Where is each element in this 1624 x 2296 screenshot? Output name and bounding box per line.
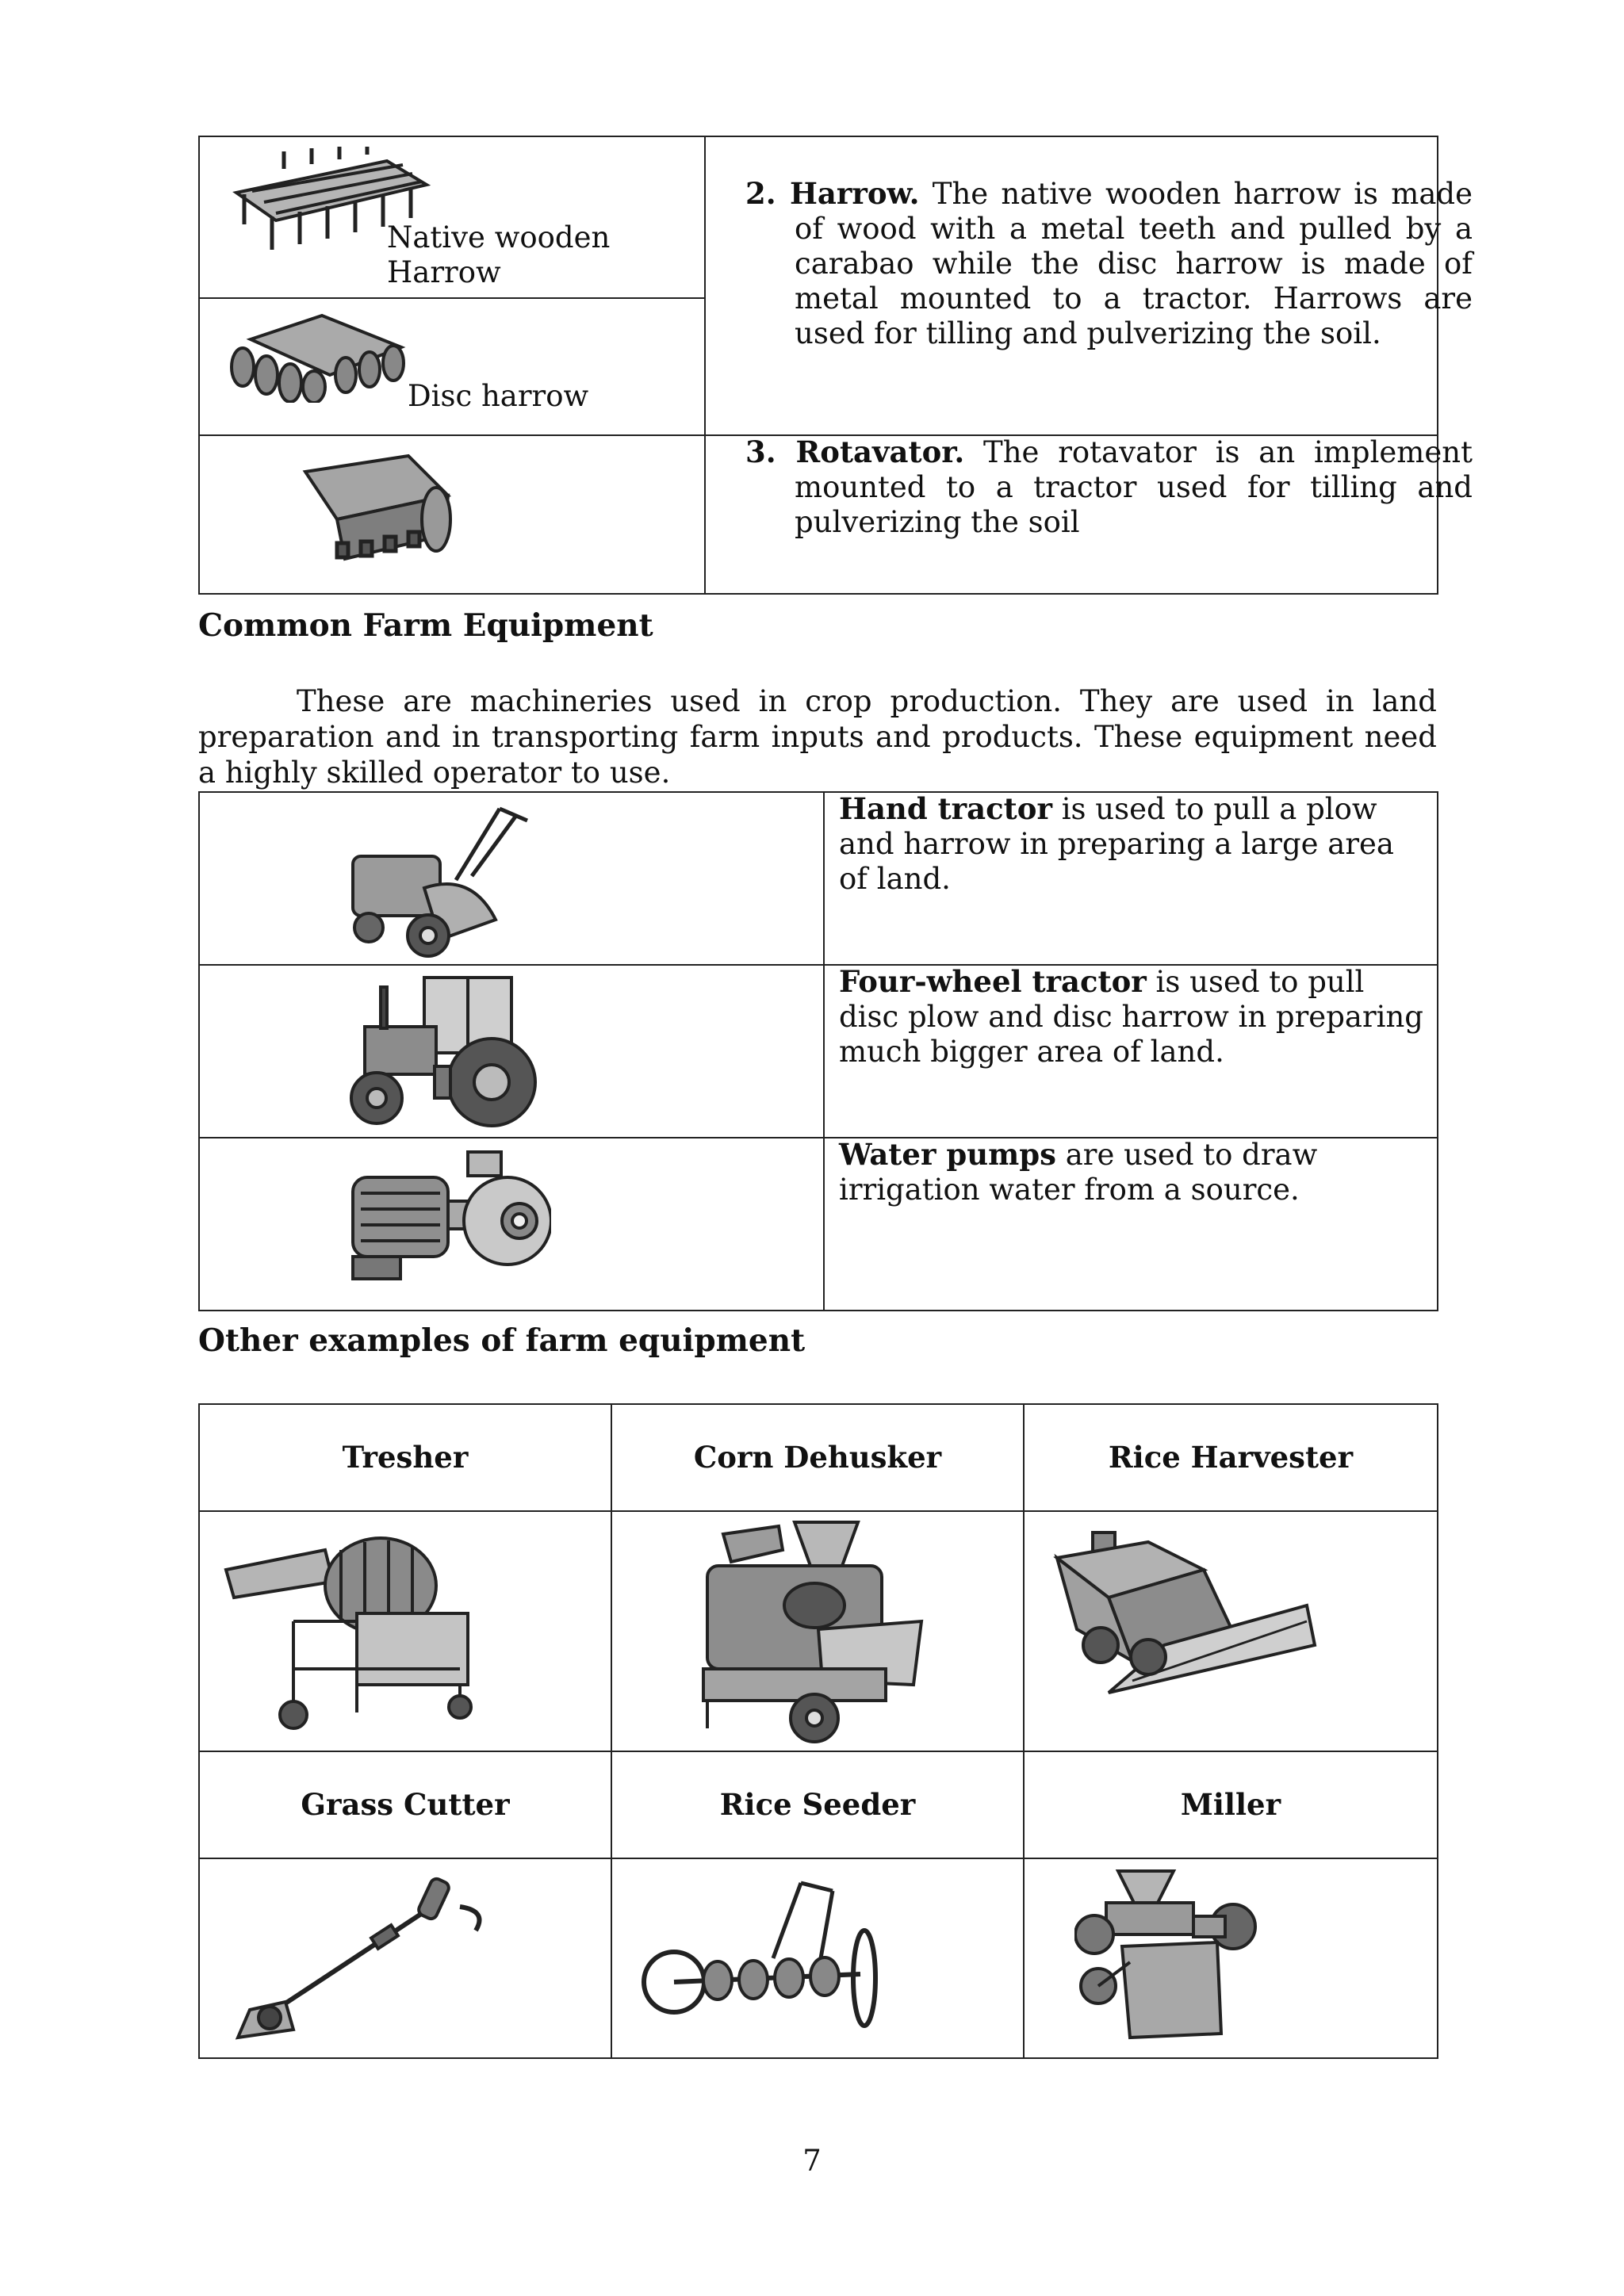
rotavator-text: The rotavator is an implement mounted to a tractor used for tilling and pulverizing the soil <box>795 435 1473 539</box>
harrow-title: 2. Harrow. <box>745 176 920 211</box>
common-equipment-heading: Common Farm Equipment <box>198 607 653 644</box>
four-wheel-tractor-term: Four-wheel tractor <box>839 964 1147 999</box>
water-pump-description <box>839 1137 1426 1207</box>
rice-harvester-illustration <box>1045 1526 1319 1709</box>
hand-tractor-illustration <box>337 801 535 959</box>
grass-cutter-illustration <box>222 1875 492 2045</box>
tresher-label: Tresher <box>342 1440 469 1475</box>
rice-seeder-label: Rice Seeder <box>719 1787 916 1822</box>
native-harrow-label-line2: Harrow <box>387 255 501 289</box>
other-equipment-heading: Other examples of farm equipment <box>198 1322 806 1359</box>
four-wheel-tractor-text: is used to pull disc plow and disc harrow in preparing much bigger area of land. <box>839 965 1423 1069</box>
common-equipment-intro: These are machineries used in crop production. They are used in land preparation and in transporting farm inputs and products. These equipment need a highly skilled operator to use. <box>198 684 1437 790</box>
miller-label: Miller <box>1180 1787 1281 1822</box>
water-pump-illustration <box>337 1146 551 1284</box>
harrow-description <box>745 176 1473 351</box>
grass-cutter-label: Grass Cutter <box>301 1787 510 1822</box>
hand-tractor-text: is used to pull a plow and harrow in preparing a large area of land. <box>839 792 1394 896</box>
four-wheel-tractor-description <box>839 964 1426 1070</box>
hand-tractor-description <box>839 791 1426 897</box>
page-number: 7 <box>802 2144 822 2178</box>
native-harrow-label-line1: Native wooden <box>387 220 611 254</box>
corn-dehusker-label: Corn Dehusker <box>693 1440 942 1475</box>
native-harrow-label <box>387 220 610 290</box>
rice-seeder-illustration <box>638 1871 892 2049</box>
miller-illustration <box>1074 1867 1265 2045</box>
water-pump-term: Water pumps <box>839 1137 1056 1172</box>
thresher-illustration <box>222 1526 492 1732</box>
rotavator-illustration <box>289 448 456 575</box>
four-wheel-tractor-illustration <box>333 971 543 1130</box>
corn-dehusker-illustration <box>691 1518 929 1744</box>
rice-harvester-label: Rice Harvester <box>1108 1440 1354 1475</box>
rotavator-title: 3. Rotavator. <box>745 434 965 469</box>
water-pump-text: are used to draw irrigation water from a source. <box>839 1138 1318 1207</box>
harrow-text: The native wooden harrow is made of wood with a metal teeth and pulled by a carabao while the disc harrow is made of metal mounted to a tractor. Harrows are used for tilling and pulverizing the soil. <box>795 177 1473 350</box>
rotavator-description <box>745 434 1473 540</box>
hand-tractor-term: Hand tractor <box>839 791 1052 826</box>
disc-harrow-illustration <box>227 308 411 403</box>
disc-harrow-label: Disc harrow <box>408 379 589 413</box>
